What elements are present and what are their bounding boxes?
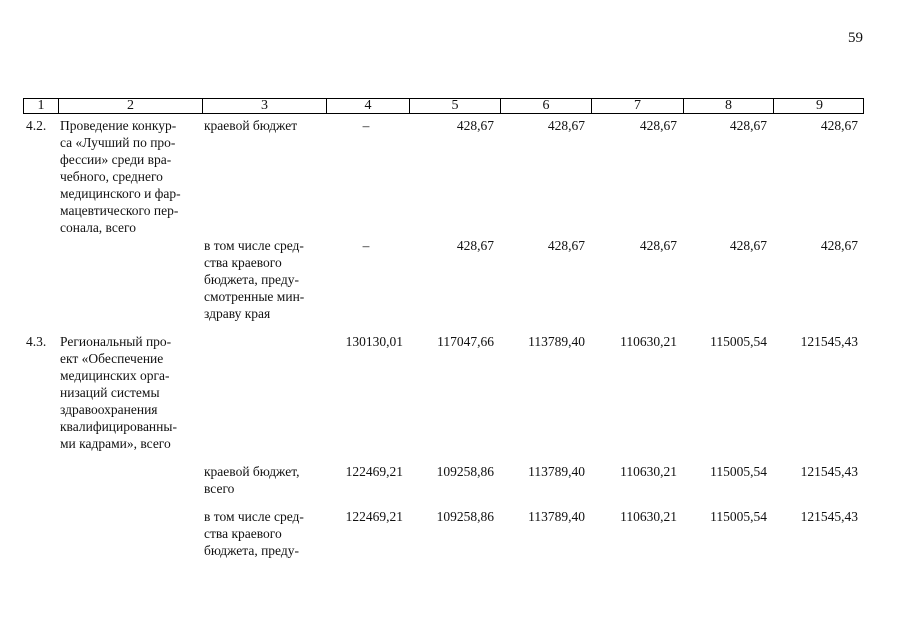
- item-name-line: са «Лучший по про-: [60, 135, 176, 150]
- page-number: 59: [848, 30, 863, 46]
- funding-source-line: всего: [204, 481, 235, 496]
- header-cell-6: 6: [501, 99, 592, 113]
- item-name-line: ект «Обеспечение: [60, 351, 164, 366]
- header-cell-4: 4: [327, 99, 410, 113]
- item-name-line: ми кадрами», всего: [60, 436, 171, 451]
- funding-source-line: краевой бюджет,: [204, 464, 300, 479]
- value-cell-col7: 110630,21: [620, 464, 677, 479]
- value-cell-col8: 115005,54: [710, 334, 767, 349]
- value-cell-col6: 428,67: [547, 118, 585, 133]
- value-cell-col5: 428,67: [456, 118, 494, 133]
- funding-source: [204, 508, 325, 559]
- header-cell-8: 8: [684, 99, 774, 113]
- value-cell-col9: 121545,43: [800, 464, 858, 479]
- value-cell-col5: 109258,86: [436, 509, 494, 524]
- value-cell-col6: 113789,40: [528, 509, 585, 524]
- value-cell-col7: 110630,21: [620, 334, 677, 349]
- funding-source-line: ства краевого: [204, 526, 282, 541]
- item-name-line: низаций системы: [60, 385, 160, 400]
- item-name-line: медицинского и фар-: [60, 186, 181, 201]
- item-name-line: чебного, среднего: [60, 169, 163, 184]
- value-cell-col8: 428,67: [729, 238, 767, 253]
- header-cell-1: 1: [24, 99, 59, 113]
- header-cell-7: 7: [592, 99, 684, 113]
- value-cell-col6: 428,67: [547, 238, 585, 253]
- value-cell-col9: 121545,43: [800, 334, 858, 349]
- funding-source-line: здраву края: [204, 306, 271, 321]
- value-cell-col7: 110630,21: [620, 509, 677, 524]
- value-cell-col4: 122469,21: [345, 464, 403, 479]
- value-cell-col7: 428,67: [639, 238, 677, 253]
- value-cell-col8: 115005,54: [710, 464, 767, 479]
- row-number: 4.3.: [26, 334, 47, 349]
- item-name-line: Региональный про-: [60, 334, 172, 349]
- item-name-line: медицинских орга-: [60, 368, 170, 383]
- value-cell-col4: –: [362, 118, 370, 133]
- funding-source-line: бюджета, преду-: [204, 543, 299, 558]
- item-name-line: фессии» среди вра-: [60, 152, 172, 167]
- row-number: 4.2.: [26, 118, 47, 133]
- value-cell-col4: 122469,21: [345, 509, 403, 524]
- item-name-line: сонала, всего: [60, 220, 136, 235]
- value-cell-col7: 428,67: [639, 118, 677, 133]
- item-name: [60, 117, 197, 236]
- value-cell-col9: 428,67: [820, 118, 858, 133]
- value-cell-col4: –: [362, 238, 370, 253]
- header-cell-9: 9: [816, 98, 823, 113]
- header-cell-5: 5: [410, 99, 501, 113]
- funding-source-line: смотренные мин-: [204, 289, 305, 304]
- funding-source: [204, 117, 325, 134]
- value-cell-col8: 428,67: [729, 118, 767, 133]
- funding-source-line: бюджета, преду-: [204, 272, 299, 287]
- value-cell-col5: 109258,86: [436, 464, 494, 479]
- value-cell-col5: 117047,66: [437, 334, 494, 349]
- header-cell-3: 3: [203, 99, 327, 113]
- item-name-line: Проведение конкур-: [60, 118, 177, 133]
- funding-source: [204, 463, 325, 497]
- value-cell-col6: 113789,40: [528, 334, 585, 349]
- value-cell-col6: 113789,40: [528, 464, 585, 479]
- funding-source-line: краевой бюджет: [204, 118, 298, 133]
- table-header-row: [23, 98, 864, 114]
- funding-source-line: в том числе сред-: [204, 509, 304, 524]
- value-cell-col5: 428,67: [456, 238, 494, 253]
- funding-source-line: в том числе сред-: [204, 238, 304, 253]
- item-name-line: квалифицированны-: [60, 419, 177, 434]
- value-cell-col8: 115005,54: [710, 509, 767, 524]
- value-cell-col9: 428,67: [820, 238, 858, 253]
- item-name: [60, 333, 197, 452]
- value-cell-col4: 130130,01: [345, 334, 403, 349]
- item-name-line: здравоохранения: [60, 402, 158, 417]
- item-name-line: мацевтического пер-: [60, 203, 179, 218]
- funding-source-line: ства краевого: [204, 255, 282, 270]
- header-cell-2: 2: [59, 99, 203, 113]
- value-cell-col9: 121545,43: [800, 509, 858, 524]
- funding-source: [204, 237, 325, 322]
